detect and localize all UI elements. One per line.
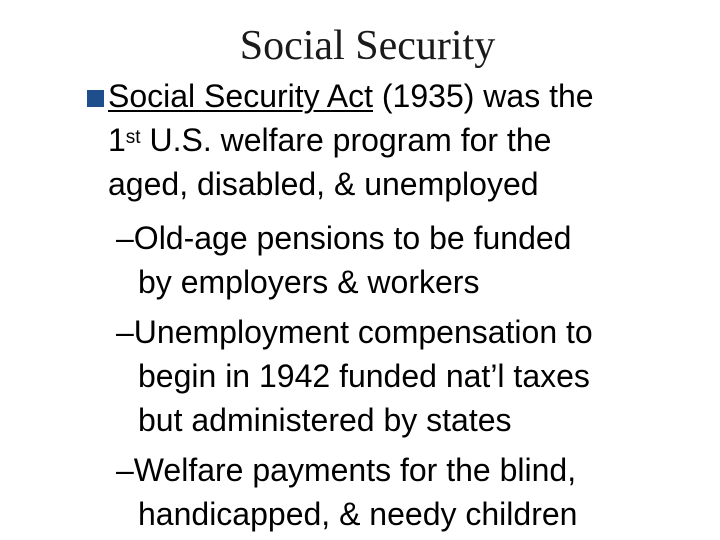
sub-bullet-1-line-1: –Old-age pensions to be funded (116, 220, 572, 256)
square-bullet-icon (87, 90, 104, 107)
ordinal-number: 1 (108, 122, 126, 158)
social-security-act-link[interactable]: Social Security Act (108, 78, 373, 114)
sub-bullet-1-line-2: by employers & workers (138, 264, 480, 300)
sub-bullet-2-line-3: but administered by states (138, 402, 512, 438)
bullet-line-3: aged, disabled, & unemployed (108, 166, 539, 202)
sub-bullet-2-line-1: –Unemployment compensation to (116, 314, 593, 350)
bullet-line-2 (108, 120, 551, 160)
sub-bullet-3-line-1: –Welfare payments for the blind, (116, 452, 577, 488)
sub-bullet-2-line-2: begin in 1942 funded nat’l taxes (138, 358, 590, 394)
bullet-line-1 (108, 76, 594, 116)
bullet-line-2-rest: U.S. welfare program for the (140, 122, 552, 158)
slide-title: Social Security (239, 23, 496, 69)
ordinal-suffix: st (125, 127, 141, 148)
sub-bullet-3-line-2: handicapped, & needy children (138, 496, 578, 532)
bullet-line-1-rest: (1935) was the (373, 78, 594, 114)
